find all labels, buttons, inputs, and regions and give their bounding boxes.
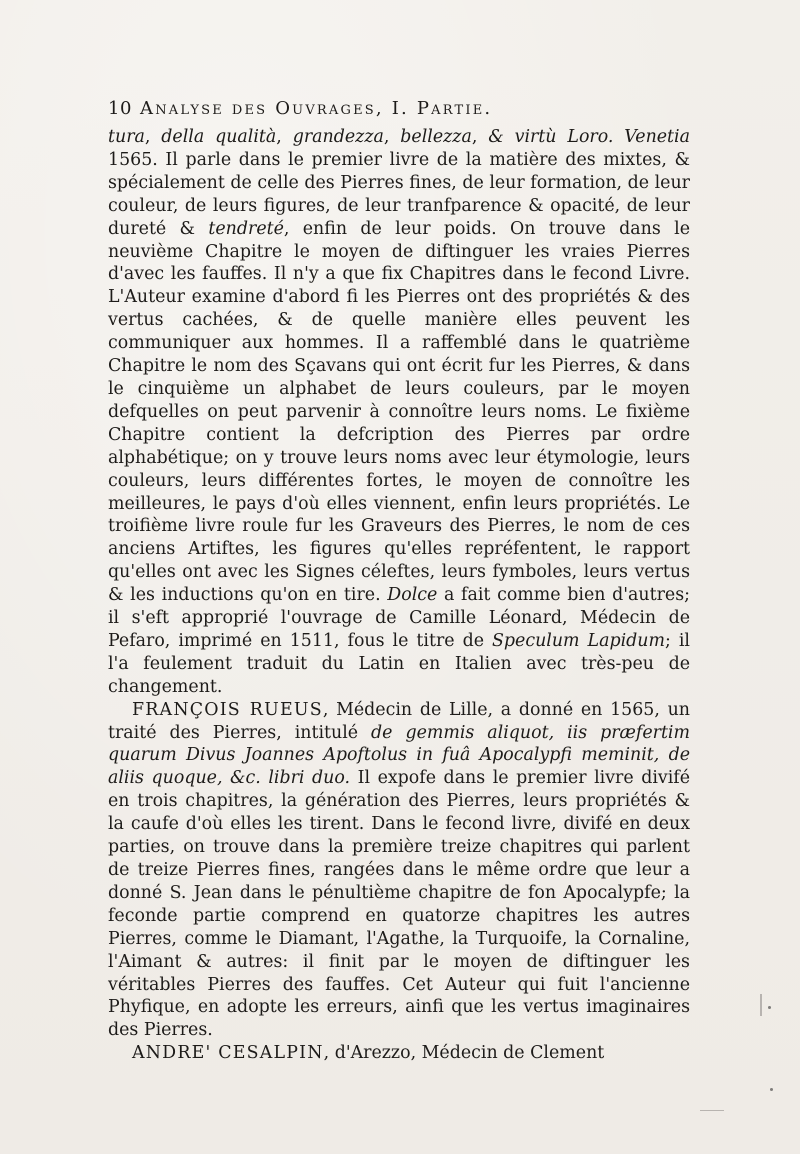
text-segment: , <box>144 127 162 147</box>
italic-text-segment: tura <box>108 127 145 147</box>
page-number: 10 <box>108 98 132 119</box>
italic-text-segment: tendreté <box>208 218 284 239</box>
running-title: Analyse des Ouvrages, I. Partie. <box>140 98 493 119</box>
text-segment: , enfin de leur poids. On trouve dans le neuvième Chapitre le moyen de diftinguer les vraies Pierres d'avec les fauffes. Il n'y a que fix Chapitres dans le fecond Livre. L'Auteur examine d'abord fi les Pierres ont des propriétés & des vertus cachées, & de quelle manière elles peuvent les communiquer aux hommes. Il a raffemblé dans le quatrième Chapitre le nom des Sçavans qui ont écrit fur les Pierres, & dans le cinquième un alphabet de leurs couleurs, par le moyen defquelles on peut parvenir à connoître leurs noms. Le fixième Chapitre contient la defcription des Pierres par ordre alphabétique; on y trouve leurs noms avec leur étymologie, leurs couleurs, leurs différentes fortes, le moyen de connoître les meilleures, le pays d'où elles viennent, enfin leurs propriétés. Le troifième livre roule fur les Graveurs des Pierres, le nom de ces anciens Artiftes, les figures qu'elles repréfentent, le rapport qu'elles ont avec les Signes céleftes, leurs fymboles, leurs vertus & les inductions qu'on en tire. <box>108 218 690 606</box>
text-segment: a fait comme bien d'autres; il s'eft approprié l'ouvrage de Camille Léonard, Médecin de Pefaro, imprimé en 1511, fous le titre de <box>108 585 690 651</box>
text-segment: , <box>276 127 293 147</box>
italic-text-segment: & virtù Loro. Venetia <box>488 127 690 147</box>
text-segment: , d'Arezzo, Médecin de Clement <box>323 1043 605 1064</box>
text-segment: 1565. Il parle dans le premier livre de la matière des mixtes, & spécialement de celle des Pierres fines, de leur formation, de leur couleur, de leurs figures, de leur tranfparence & opacité, de leur dureté & <box>108 149 690 239</box>
italic-text-segment: bellezza <box>400 127 472 147</box>
text-segment: ; il l'a feulement traduit du Latin en Italien avec très-peu de changement. <box>108 630 690 697</box>
author-name: FRANÇOIS RUEUS <box>132 699 323 720</box>
text-segment: Il expofe dans le premier livre divifé en trois chapitres, la génération des Pierres, leurs propriétés & la caufe d'où elles les tirent. Dans le fecond livre, divifé en deux parties, on trouve dans la première treize chapitres qui parlent de treize Pierres fines, rangées dans le même ordre que leur a donné S. Jean dans le pénultième chapitre de fon Apocalypfe; la feconde partie comprend en quatorze chapitres les autres Pierres, comme le Diamant, l'Agathe, la Turquoife, la Cornaline, l'Aimant & autres: il finit par le moyen de diftinguer les véritables Pierres des fauffes. Cet Auteur qui fuit l'ancienne Phyfique, en adopte les erreurs, ainfi que les vertus imaginaires des Pierres. <box>108 768 691 1041</box>
italic-text-segment: Dolce <box>387 585 438 606</box>
paragraph-cesalpin <box>108 1042 690 1065</box>
ink-speck <box>770 1088 773 1091</box>
paragraph-gemme-review <box>108 126 690 699</box>
italic-text-segment: della qualità <box>161 127 277 147</box>
italic-text-segment: grandezza <box>292 127 384 147</box>
text-segment: , <box>471 127 489 147</box>
text-segment: , <box>383 127 401 147</box>
italic-text-segment: Speculum Lapidum <box>492 630 665 651</box>
paragraph-rueus <box>108 699 690 1043</box>
body-text <box>108 126 690 1065</box>
ink-speck <box>768 1006 771 1009</box>
scan-mark <box>700 1110 724 1111</box>
page-header <box>108 98 688 124</box>
text-segment: , Médecin de Lille, a donné en 1565, un traité des Pierres, intitulé <box>108 699 690 743</box>
italic-text-segment: de gemmis aliquot, iis præfertim quarum Divus Joannes Apoftolus in fuâ Apocalypfi meminit, de aliis quoque, &c. libri duo. <box>108 722 690 789</box>
author-name: ANDRE' CESALPIN <box>132 1043 324 1064</box>
scan-mark <box>760 994 762 1016</box>
